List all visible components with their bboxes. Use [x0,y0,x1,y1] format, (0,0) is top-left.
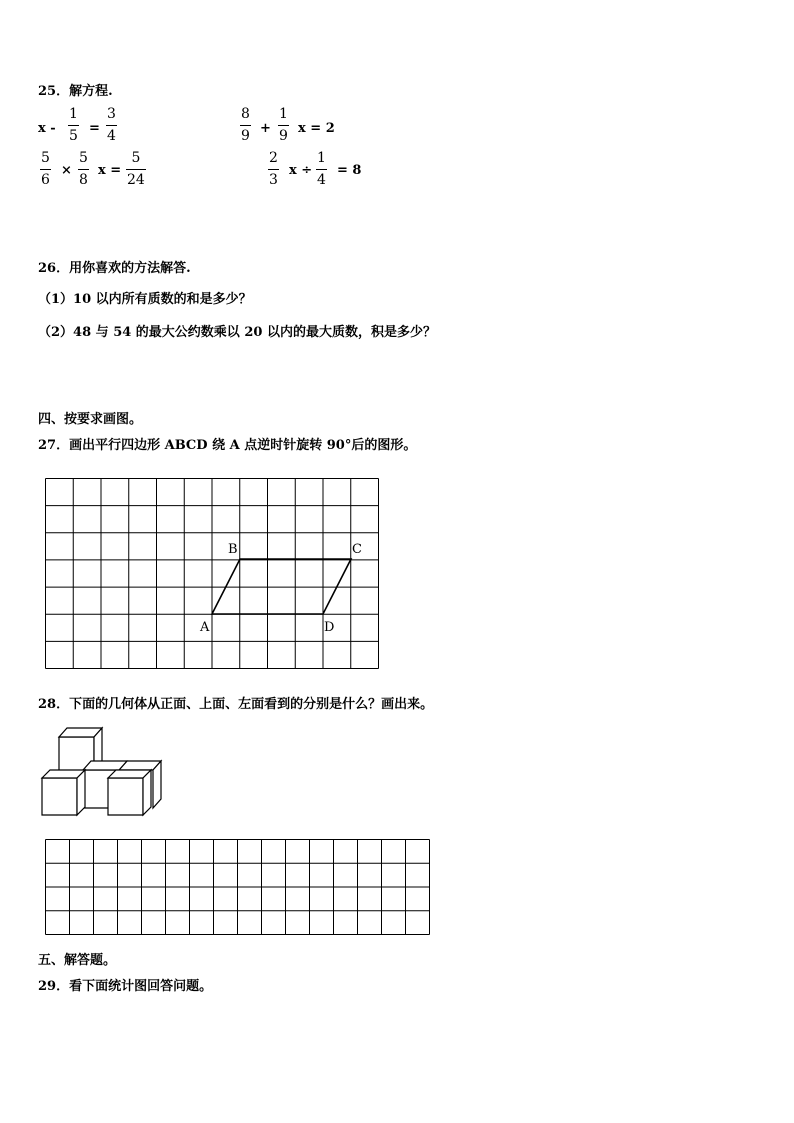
cube-solid-figure [38,725,168,820]
q26-part-1: （1）10 以内所有质数的和是多少？ [38,292,252,307]
eq2-rhs: x = 2 [298,121,335,136]
section-5-heading: 五、解答题。 [38,953,117,968]
denominator: 24 [127,172,145,188]
eq4-fraction-1 [268,150,279,189]
denominator: 9 [279,128,288,144]
fraction-bar [40,169,51,170]
eq1-fraction-2 [106,106,117,145]
numerator: 1 [317,150,326,166]
eq3-fraction-1 [40,150,51,189]
eq3-times: × [61,163,72,178]
denominator: 6 [41,172,50,188]
numerator: 2 [269,150,278,166]
section-4-heading: 四、按要求画图。 [38,412,143,427]
denominator: 9 [241,128,250,144]
eq2-fraction-2 [278,106,289,145]
eq4-fraction-2 [316,150,327,189]
eq2-fraction-1 [240,106,251,145]
q27-grid [45,478,379,669]
eq3-fraction-3 [126,150,146,189]
eq4-x: x ÷ [289,163,313,178]
point-label-a: A [200,620,210,635]
numerator: 5 [79,150,88,166]
numerator: 5 [131,150,141,166]
point-label-b: B [228,542,238,557]
eq4-rhs: = 8 [337,163,362,178]
q28-title: 28．下面的几何体从正面、上面、左面看到的分别是什么？画出来。 [38,697,434,712]
q25-title: 25．解方程. [38,84,113,99]
fraction-bar [240,125,251,126]
denominator: 8 [79,172,88,188]
fraction-bar [68,125,79,126]
point-label-d: D [324,620,335,635]
fraction-bar [316,169,327,170]
fraction-bar [268,169,279,170]
fraction-bar [106,125,117,126]
q26-title: 26．用你喜欢的方法解答. [38,261,191,276]
fraction-bar [78,169,89,170]
denominator: 4 [107,128,116,144]
numerator: 1 [69,106,78,122]
fraction-bar [126,169,146,170]
eq1-lhs: x - [38,121,56,136]
eq2-plus: + [260,121,271,136]
fraction-bar [278,125,289,126]
numerator: 3 [107,106,116,122]
eq3-x: x = [98,163,122,178]
numerator: 1 [279,106,288,122]
q27-title: 27．画出平行四边形 ABCD 绕 A 点逆时针旋转 90°后的图形。 [38,438,417,453]
q29-title: 29．看下面统计图回答问题。 [38,979,213,994]
q26-part-2: （2）48 与 54 的最大公约数乘以 20 以内的最大质数，积是多少？ [38,325,436,340]
eq1-fraction-1 [68,106,79,145]
denominator: 5 [69,128,78,144]
parallelogram-abcd [212,559,351,614]
point-label-c: C [352,542,362,557]
numerator: 5 [41,150,50,166]
eq3-fraction-2 [78,150,89,189]
denominator: 4 [317,172,326,188]
eq1-equals: = [89,121,100,136]
denominator: 3 [269,172,278,188]
q28-grid [45,839,430,935]
numerator: 8 [241,106,250,122]
